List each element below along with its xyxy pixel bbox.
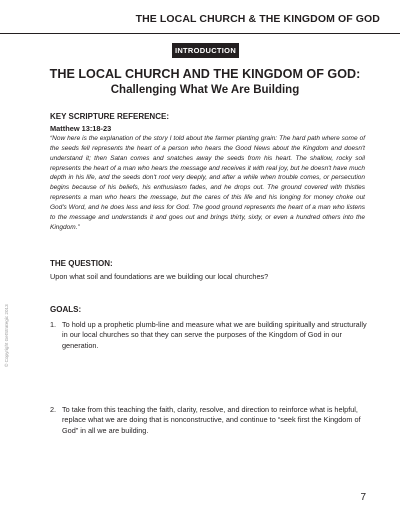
running-title: THE LOCAL CHURCH & THE KINGDOM OF GOD <box>135 13 380 25</box>
section-badge: INTRODUCTION <box>172 43 239 58</box>
scripture-reference: Matthew 13:18-23 <box>50 124 112 133</box>
goal-item <box>50 405 370 436</box>
copyright-notice: © Copyright GetStrategic 2013 <box>4 304 9 367</box>
goal-text: To take from this teaching the faith, clarity, resolve, and direction to reinforce what is helpful, replace what we are doing that is nonconstructive, and continue to “seek first the Kingdom of God” in all we are building. <box>62 405 361 435</box>
page-subtitle: Challenging What We Are Building <box>110 84 300 96</box>
goal-text: To hold up a prophetic plumb-line and measure what we are building spiritually and structurally in our local churches so that they can serve the purposes of the Kingdom of God in our generation. <box>62 320 367 350</box>
running-header <box>0 11 400 34</box>
goal-number: 2. <box>50 405 57 414</box>
question-heading: THE QUESTION: <box>50 259 113 268</box>
goals-heading: GOALS: <box>50 305 82 314</box>
scripture-heading: KEY SCRIPTURE REFERENCE: <box>50 112 169 121</box>
goal-number: 1. <box>50 320 57 329</box>
goal-item <box>50 320 370 351</box>
scripture-text: “Now here is the explanation of the story I told about the farmer planting grain: The hard path where some of the seeds fell represents the heart of a person who hears the Good News about the Kingdom and doesn't understand it; then Satan comes and snatches away the seeds from his heart. The shallow, rocky soil represents the heart of a man who hears the message and receives it with real joy, but he doesn't have much depth in his life, and the seeds don't root very deeply, and after a while when trouble comes, or persecution begins because of his beliefs, his enthusiasm fades, and he drops out. The ground covered with thistles represents a man who hears the message, but the cares of this life and his longing for money choke out God's Word, and he does less and less for God. The good ground represents the heart of a man who listens to the message and understands it and goes out and brings thirty, sixty, or even a hundred others into the Kingdom.” <box>50 135 365 231</box>
page-number: 7 <box>360 492 366 503</box>
page-title: THE LOCAL CHURCH AND THE KINGDOM OF GOD: <box>49 67 361 81</box>
question-text: Upon what soil and foundations are we building our local churches? <box>50 272 269 281</box>
